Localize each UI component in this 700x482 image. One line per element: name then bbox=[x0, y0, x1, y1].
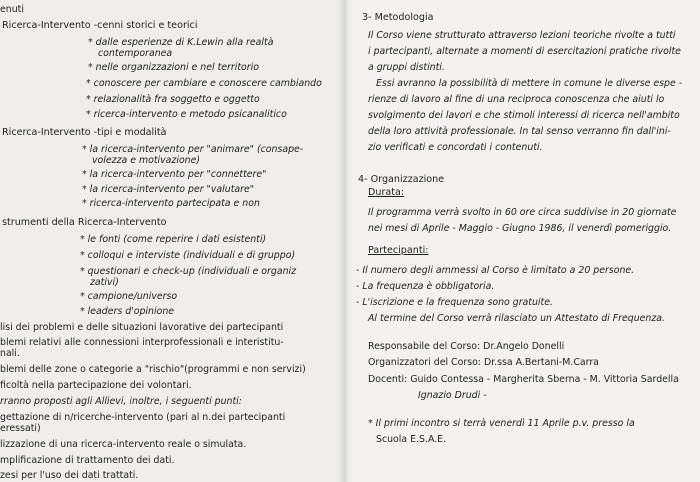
left-text-line: gettazione di n/ricerche-intervento (pari al n.dei partecipanti bbox=[0, 412, 286, 423]
right-text-line: rienze di lavoro al fine di una reciproca conoscenza che aiuti lo bbox=[368, 94, 665, 105]
right-text-line: 4- Organizzazione bbox=[358, 174, 445, 185]
right-text-line: * Il primi incontro si terrà venerdì 11 Aprile p.v. presso la bbox=[368, 418, 635, 429]
left-text-line: eressati) bbox=[0, 423, 41, 434]
right-text-line: Essi avranno la possibilità di mettere in comune le diverse espe - bbox=[376, 78, 683, 89]
right-text-line: della loro attività professionale. In tal senso verranno fin dall'ini- bbox=[368, 126, 671, 137]
left-text-line: blemi relativi alle connessioni interprofessionali e interistitu- bbox=[0, 337, 284, 348]
right-text-line: Il Corso viene strutturato attraverso lezioni teoriche rivolte a tutti bbox=[368, 30, 676, 41]
left-text-line: contemporanea bbox=[98, 48, 173, 59]
right-text-line: nei mesi di Aprile - Maggio - Giugno 1986, il venerdì pomeriggio. bbox=[368, 223, 672, 234]
left-text-line: * la ricerca-intervento per "valutare" bbox=[82, 184, 255, 195]
right-text-line: Partecipanti: bbox=[368, 245, 429, 256]
right-text-line: Durata: bbox=[368, 187, 405, 198]
right-text-line: Ignazio Drudi - bbox=[418, 390, 487, 401]
left-text-line: * conoscere per cambiare e conoscere cambiando bbox=[86, 78, 322, 89]
left-text-line: zativi) bbox=[90, 277, 119, 288]
left-text-line: * dalle esperienze di K.Lewin alla realtà bbox=[88, 37, 274, 48]
left-text-line: * nelle organizzazioni e nel territorio bbox=[88, 62, 259, 73]
left-text-line: * campione/universo bbox=[80, 291, 178, 302]
left-text-line: * questionari e check-up (individuali e organiz bbox=[80, 266, 297, 277]
right-text-line: 3- Metodologia bbox=[362, 12, 434, 23]
left-text-line: * la ricerca-intervento per "connettere" bbox=[82, 169, 267, 180]
left-text-line: * le fonti (come reperire i dati esistenti) bbox=[80, 234, 267, 245]
right-text-line: zio verificati e concordati i contenuti. bbox=[368, 142, 543, 153]
right-text-line: svolgimento dei lavori e che stimoli interessi di ricerca nell'ambito bbox=[368, 110, 680, 121]
right-text-line: Al termine del Corso verrà rilasciato un Attestato di Frequenza. bbox=[368, 313, 665, 324]
left-text-line: * colloqui e interviste (individuali e di gruppo) bbox=[80, 250, 296, 261]
right-text-line: i partecipanti, alternate a momenti di esercitazioni pratiche rivolte bbox=[368, 46, 681, 57]
left-text-line: ficoltà nella partecipazione dei volontari. bbox=[0, 380, 192, 391]
right-text-line: a gruppi distinti. bbox=[368, 62, 445, 73]
left-text-line: strumenti della Ricerca-Intervento bbox=[2, 217, 167, 228]
left-text-line: * la ricerca-intervento per "animare" (consape- bbox=[82, 144, 304, 155]
right-text-line: Docenti: Guido Contessa - Margherita Sberna - M. Vittoria Sardella bbox=[368, 374, 679, 385]
left-text-line: Ricerca-Intervento -cenni storici e teorici bbox=[2, 20, 198, 31]
left-text-line: volezza e motivazione) bbox=[92, 155, 201, 166]
right-text-line: Organizzatori del Corso: Dr.ssa A.Bertani-M.Carra bbox=[368, 357, 599, 368]
right-text-line: - L'iscrizione e la frequenza sono gratuite. bbox=[356, 297, 553, 308]
left-text-line: rranno proposti agli Allievi, inoltre, i seguenti punti: bbox=[0, 396, 242, 407]
left-text-line: zesi per l'uso dei dati trattati. bbox=[0, 470, 139, 481]
right-text-line: Scuola E.S.A.E. bbox=[376, 434, 447, 445]
right-text-line: Il programma verrà svolto in 60 ore circa suddivise in 20 giornate bbox=[368, 207, 677, 218]
left-text-line: * relazionalità fra soggetto e oggetto bbox=[86, 94, 260, 105]
left-text-line: * leaders d'opinione bbox=[80, 306, 175, 317]
right-page bbox=[346, 0, 700, 482]
left-text-line: * ricerca-intervento e metodo psicanalitico bbox=[86, 109, 287, 120]
left-page bbox=[0, 0, 346, 482]
right-text-line: Responsabile del Corso: Dr.Angelo Donelli bbox=[368, 341, 565, 352]
left-text-line: enuti bbox=[0, 4, 24, 15]
left-text-line: blemi delle zone o categorie a "rischio"(programmi e non servizi) bbox=[0, 364, 306, 375]
left-text-line: mplificazione di trattamento dei dati. bbox=[0, 455, 175, 466]
left-text-line: * ricerca-intervento partecipata e non bbox=[82, 198, 260, 209]
left-text-line: lisi dei problemi e delle situazioni lavorative dei partecipanti bbox=[0, 322, 284, 333]
left-text-line: lizzazione di una ricerca-intervento reale o simulata. bbox=[0, 439, 247, 450]
left-text-line: nali. bbox=[0, 348, 20, 359]
left-text-line: Ricerca-Intervento -tipi e modalità bbox=[2, 127, 167, 138]
right-text-line: - Il numero degli ammessi al Corso è limitato a 20 persone. bbox=[356, 265, 635, 276]
right-text-line: - La frequenza è obbligatoria. bbox=[356, 281, 495, 292]
page-fold bbox=[338, 0, 354, 482]
